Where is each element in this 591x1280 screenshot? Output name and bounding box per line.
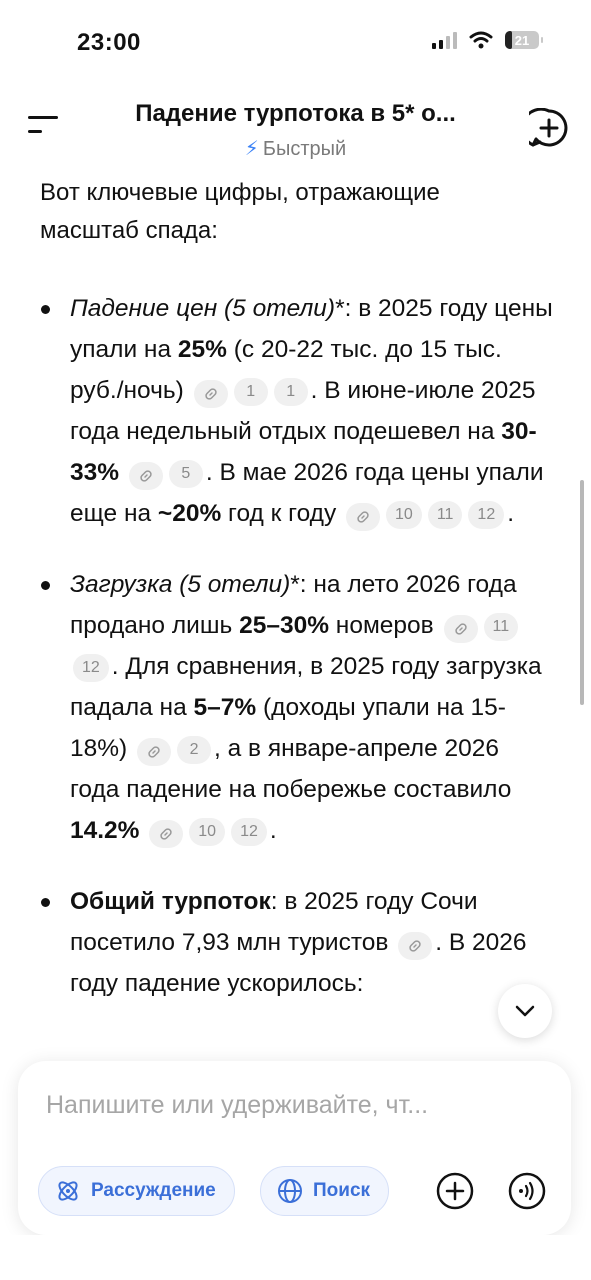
citation-chip[interactable]: 1 (234, 378, 268, 406)
chat-title[interactable]: Падение турпотока в 5* о... (135, 100, 456, 127)
status-icons (432, 31, 539, 49)
new-chat-button[interactable] (529, 108, 569, 148)
model-mode-label: Быстрый (262, 138, 347, 160)
link-icon (158, 826, 174, 842)
chat-header (0, 88, 591, 168)
link-icon (453, 621, 469, 637)
source-link-chip[interactable] (194, 380, 228, 408)
intro-text: Вот ключевые цифры, отражающие масштаб спада: (40, 179, 440, 244)
reasoning-toggle-button[interactable] (38, 1166, 235, 1216)
home-indicator-area (0, 1235, 591, 1280)
citation-chip[interactable]: 10 (386, 501, 422, 529)
cellular-signal-icon (432, 31, 457, 49)
citation-chip[interactable]: 12 (231, 818, 267, 846)
status-time: 23:00 (77, 29, 141, 56)
lightning-icon: ⚡ (244, 138, 259, 160)
key-figures-list (0, 288, 591, 1034)
reasoning-label: Рассуждение (91, 1180, 216, 1201)
list-item: Падение цен (5 отели)*: в 2025 году цены упали на 25% (с 20-22 тыс. до 15 тыс. руб./ночь) 1 1 . В июне-июле 2025 года недельный отдых подешевел на 30-33% 5 . В мае 2026 года цены упали еще на ~20% год к году 10 11 12 . (0, 288, 591, 534)
menu-icon (28, 116, 58, 119)
message-content (0, 172, 591, 1062)
message-input[interactable] (46, 1087, 546, 1123)
source-link-chip[interactable] (149, 820, 183, 848)
attach-button[interactable] (435, 1171, 475, 1211)
chevron-down-icon (514, 1004, 536, 1018)
link-icon (138, 468, 154, 484)
citation-chip[interactable]: 11 (484, 613, 519, 641)
source-link-chip[interactable] (129, 462, 163, 490)
citation-chip[interactable]: 12 (73, 654, 109, 682)
citation-chip[interactable]: 1 (274, 378, 308, 406)
link-icon (355, 509, 371, 525)
citation-chip[interactable]: 10 (189, 818, 225, 846)
model-mode[interactable] (0, 136, 591, 161)
source-link-chip[interactable] (137, 738, 171, 766)
message-composer (18, 1061, 571, 1235)
link-icon (407, 938, 423, 954)
scroll-down-button[interactable] (498, 984, 552, 1038)
voice-mode-button[interactable] (507, 1171, 547, 1211)
scrollbar[interactable] (580, 480, 584, 705)
source-link-chip[interactable] (346, 503, 380, 531)
battery-icon (505, 31, 539, 49)
atom-icon (55, 1178, 81, 1204)
source-link-chip[interactable] (398, 932, 432, 960)
globe-icon (277, 1178, 303, 1204)
source-link-chip[interactable] (444, 615, 478, 643)
list-item: Загрузка (5 отели)*: на лето 2026 года продано лишь 25–30% номеров 1112 . Для сравнения, в 2025 году загрузка падала на 5–7% (доходы упали на 15-18%) 2 , а в январе-апреле 2026 года падение на побережье составило 14.2% 10 12 . (0, 564, 591, 851)
wifi-icon (469, 31, 493, 49)
citation-chip[interactable]: 12 (468, 501, 504, 529)
status-bar (0, 0, 591, 88)
citation-chip[interactable]: 5 (169, 460, 203, 488)
search-toggle-button[interactable] (260, 1166, 389, 1216)
citation-chip[interactable]: 11 (428, 501, 463, 529)
link-icon (146, 744, 162, 760)
battery-level: 21 (514, 32, 530, 48)
list-item: Общий турпоток: в 2025 году Сочи посетило 7,93 млн туристов . В 2026 году падение ускорилось: (0, 881, 591, 1004)
search-label: Поиск (313, 1180, 371, 1201)
link-icon (203, 386, 219, 402)
citation-chip[interactable]: 2 (177, 736, 211, 764)
